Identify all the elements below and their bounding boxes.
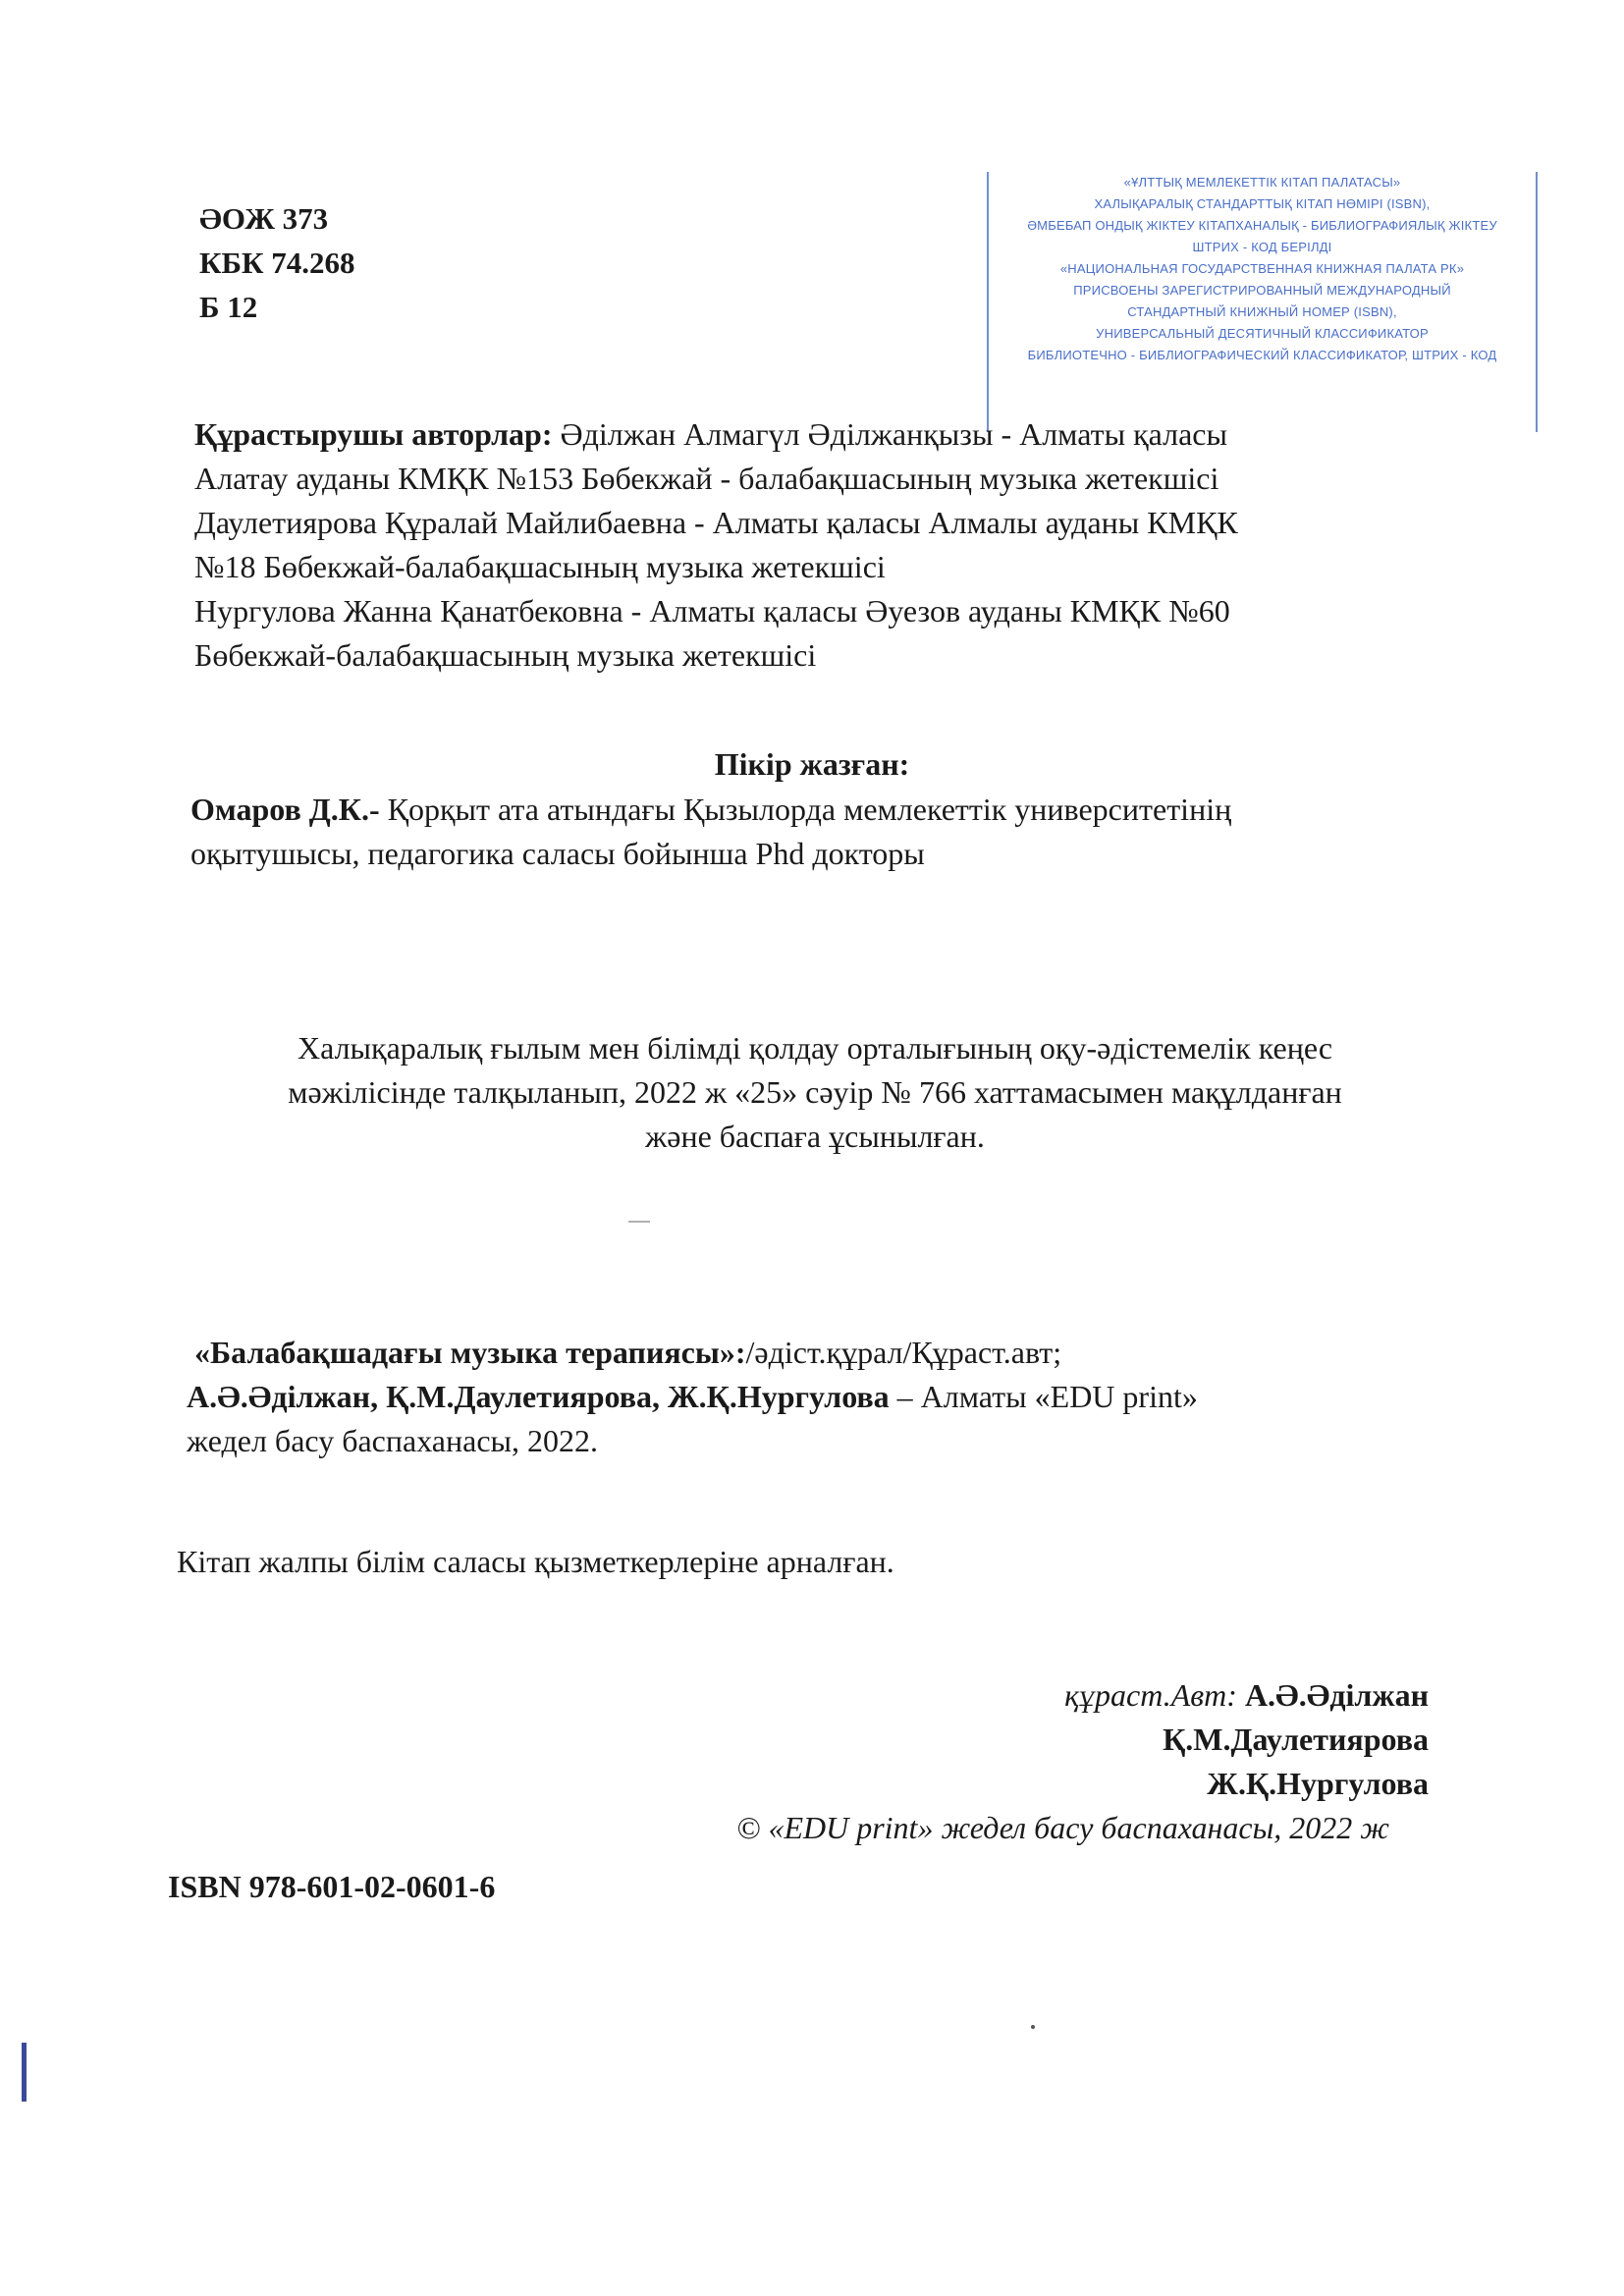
isbn: ISBN 978-601-02-0601-6 — [168, 1869, 496, 1904]
citation-place: – Алматы «EDU print» — [889, 1379, 1198, 1414]
stamp-line: СТАНДАРТНЫЙ КНИЖНЫЙ НОМЕР (ISBN), — [1127, 304, 1397, 319]
citation-block — [187, 1331, 1463, 1463]
approval-line-2: мәжілісінде талқыланып, 2022 ж «25» сәуір № 766 хаттамасымен мақұлданған — [288, 1074, 1342, 1110]
authors-label: Құрастырушы авторлар: — [194, 416, 553, 452]
authors-line-2: Алатау ауданы КМҚК №153 Бөбекжай - балабақшасының музыка жетекшісі — [194, 461, 1219, 496]
citation-authors: А.Ә.Әділжан, Қ.М.Даулетиярова, Ж.Қ.Нургулова — [187, 1379, 890, 1414]
stamp-line: УНИВЕРСАЛЬНЫЙ ДЕСЯТИЧНЫЙ КЛАССИФИКАТОР — [1096, 326, 1429, 341]
citation-line-2 — [187, 1375, 1463, 1419]
b-code: Б 12 — [199, 290, 258, 324]
stamp-line: ӘМБЕБАП ОНДЫҚ ЖІКТЕУ КІТАПХАНАЛЫҚ - БИБЛИОГРАФИЯЛЫҚ ЖІКТЕУ — [1027, 218, 1497, 233]
approval-block — [182, 1026, 1448, 1159]
authors-line-5: Нургулова Жанна Қанатбековна - Алматы қаласы Әуезов ауданы КМҚК №60 — [194, 593, 1230, 629]
credits-line-2 — [589, 1718, 1429, 1762]
stamp-line: «ҰЛТТЫҚ МЕМЛЕКЕТТІК КІТАП ПАЛАТАСЫ» — [1123, 175, 1401, 190]
citation-type: /әдіст.құрал/Құраст.авт; — [745, 1335, 1062, 1370]
scan-edge-mark — [22, 2043, 27, 2102]
book-title: «Балабақшадағы музыка терапиясы»: — [194, 1335, 746, 1370]
stamp-line: ШТРИХ - КОД БЕРІЛДІ — [1192, 240, 1332, 254]
citation-line-3: жедел басу баспаханасы, 2022. — [187, 1423, 599, 1458]
stamp-line: ХАЛЫҚАРАЛЫҚ СТАНДАРТТЫҚ КІТАП НӨМІРІ (ISBN), — [1094, 196, 1431, 211]
authors-line-1 — [194, 412, 1451, 457]
credits-block — [589, 1673, 1429, 1850]
citation-line-1 — [187, 1331, 1463, 1375]
authors-line-6: Бөбекжай-балабақшасының музыка жетекшісі — [194, 637, 817, 673]
credit-author-1: А.Ә.Әділжан — [1244, 1677, 1429, 1713]
reviewer-block — [190, 788, 1457, 876]
aoj-code: ӘОЖ 373 — [199, 201, 329, 236]
author-1-name: Әділжан Алмагүл Әділжанқызы - Алматы қаласы — [560, 416, 1227, 452]
stamp-line: БИБЛИОТЕЧНО - БИБЛИОГРАФИЧЕСКИЙ КЛАССИФИКАТОР, ШТРИХ - КОД — [1027, 348, 1497, 362]
copyright-line: © «EDU print» жедел басу баспаханасы, 2022 ж — [736, 1810, 1389, 1845]
authors-line-3: Даулетиярова Құралай Майлибаевна - Алматы қаласы Алмалы ауданы КМҚК — [194, 505, 1238, 540]
authors-line-4: №18 Бөбекжай-балабақшасының музыка жетекшісі — [194, 549, 886, 584]
stray-mark — [628, 1221, 650, 1223]
credits-role: құраст.Авт: — [1064, 1677, 1237, 1713]
credits-line-3 — [589, 1762, 1429, 1806]
credit-author-3: Ж.Қ.Нургулова — [1207, 1766, 1429, 1801]
stamp-line: «НАЦИОНАЛЬНАЯ ГОСУДАРСТВЕННАЯ КНИЖНАЯ ПАЛАТА РК» — [1059, 261, 1465, 276]
stamp-line: ПРИСВОЕНЫ ЗАРЕГИСТРИРОВАННЫЙ МЕЖДУНАРОДНЫЙ — [1073, 283, 1451, 298]
reviewer-name: Омаров Д.К.- — [190, 792, 380, 827]
classification-codes — [199, 196, 354, 329]
book-chamber-stamp — [987, 172, 1538, 432]
purpose-statement: Кітап жалпы білім саласы қызметкерлеріне арналған. — [177, 1544, 894, 1579]
kbk-code: КБК 74.268 — [199, 246, 355, 280]
authors-block — [194, 412, 1451, 678]
reviewer-heading: Пікір жазған: — [714, 746, 910, 782]
credits-line-1 — [589, 1673, 1429, 1718]
scan-speck — [1031, 2025, 1035, 2029]
reviewer-line-2: оқытушысы, педагогика саласы бойынша Phd докторы — [190, 836, 925, 871]
credit-author-2: Қ.М.Даулетиярова — [1163, 1722, 1429, 1757]
approval-line-1: Халықаралық ғылым мен білімді қолдау орталығының оқу-әдістемелік кеңес — [297, 1030, 1333, 1066]
approval-line-3: және баспаға ұсынылған. — [645, 1119, 985, 1154]
reviewer-affiliation: Қорқыт ата атындағы Қызылорда мемлекеттік университетінің — [387, 792, 1232, 827]
reviewer-line-1 — [190, 788, 1457, 832]
